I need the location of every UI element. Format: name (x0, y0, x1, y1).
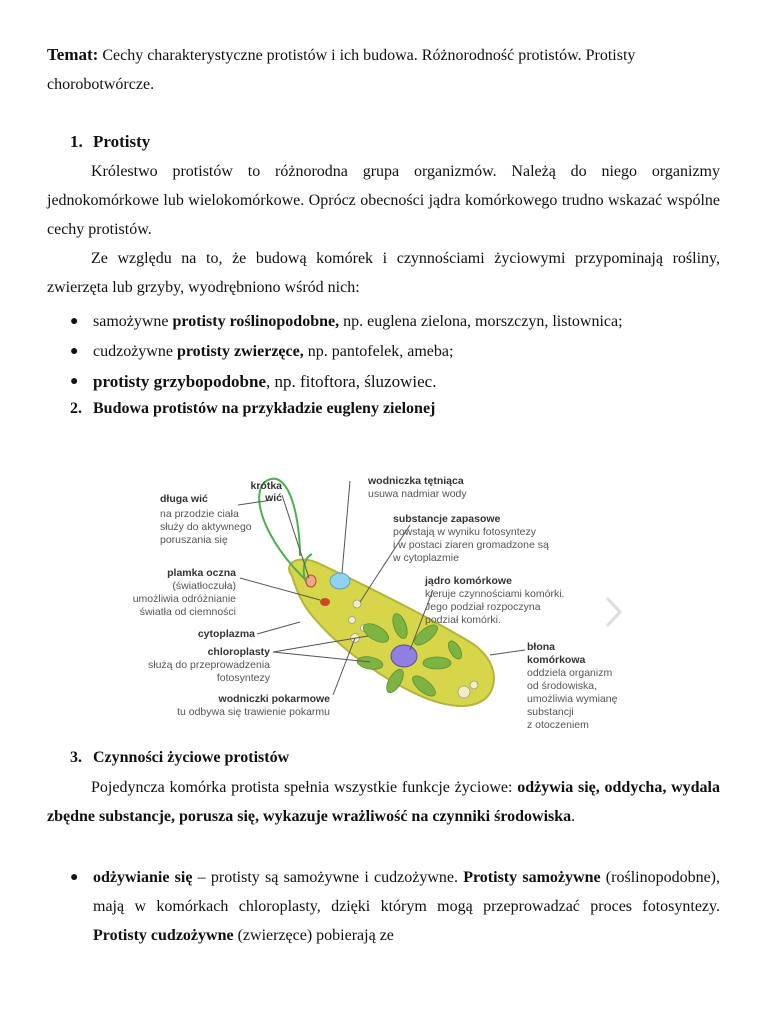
label-text: usuwa nadmiar wody (368, 488, 467, 500)
bullet-icon: ● (70, 314, 79, 329)
bullet-text: np. euglena zielona, morszczyn, listownica; (339, 313, 623, 330)
nucleus (391, 645, 417, 667)
section-1-heading (70, 132, 150, 152)
label-text: od środowiska, (527, 680, 598, 692)
label-text: umożliwia wymianę (527, 693, 618, 705)
section-3-paragraph-1 (47, 773, 720, 831)
section-1-title: Protisty (93, 132, 151, 151)
label-text: światła od ciemności (139, 606, 236, 618)
label-text: na przodzie ciała (160, 508, 239, 520)
reserve-granule (353, 600, 361, 608)
label-text: kieruje czynnościami komórki. (425, 588, 565, 600)
label-text: oddziela organizm (527, 667, 613, 679)
label-text: powstają w wyniku fotosyntezy (393, 526, 536, 538)
label-text: podział komórki. (425, 614, 501, 626)
label-contractile-vacuole: wodniczka tętniąca (368, 475, 464, 487)
bullet-text: , np. fitoftora, śluzowiec. (266, 372, 437, 391)
label-text: służy do aktywnego (160, 521, 252, 533)
bullet-bold: protisty zwierzęce, (176, 343, 304, 360)
chloroplast (423, 657, 451, 669)
bullet-text: np. pantofelek, ameba; (303, 343, 454, 360)
eyespot (320, 598, 330, 606)
paragraph-bold: odżywia się, oddycha, wydala zbędne substancje, porusza się, wykazuje wrażliwość na czynniki środowiska (47, 779, 721, 825)
label-text: z otoczeniem (527, 719, 589, 731)
bullet-bold: Protisty samożywne (463, 869, 601, 886)
list-item (70, 307, 720, 336)
chevron-right-icon (607, 598, 620, 626)
bullet-icon: ● (70, 870, 79, 885)
label-text: poruszania się (160, 534, 228, 546)
label-short-flagellum: krótka (250, 480, 282, 492)
section-1-paragraph-2: Ze względu na to, że budową komórek i czynnościami życiowymi przypominają rośliny, zwierzęta lub grzyby, wyodrębniono wśród nich: (47, 250, 720, 296)
label-eyespot: plamka oczna (167, 567, 236, 579)
bullet-text: – protisty są samożywne i cudzożywne. (192, 869, 464, 886)
label-cell-membrane: błona (527, 641, 555, 653)
bullet-bold: odżywianie się (93, 869, 193, 886)
label-text: substancji (527, 706, 574, 718)
list-item (70, 863, 720, 950)
topic-line (47, 40, 720, 99)
label-text: umożliwia odróżnianie (132, 593, 236, 605)
contractile-vacuole (330, 573, 350, 589)
paragraph-text: Pojedyncza komórka protista spełnia wszystkie funkcje życiowe: (91, 779, 518, 796)
bullet-icon: ● (70, 374, 79, 389)
reserve-granule (349, 617, 356, 624)
food-vacuole (458, 686, 470, 698)
bullet-bold: protisty grzybopodobne (93, 372, 267, 391)
section-2-heading (70, 400, 435, 418)
label-text: tu odbywa się trawienie pokarmu (177, 706, 330, 718)
section-2-number: 2. (70, 400, 82, 417)
bullet-text: (zwierzęce) pobierają ze (233, 927, 394, 944)
bullet-text: cudzożywne (93, 343, 177, 360)
label-text: i w postaci ziaren gromadzone są (393, 539, 549, 551)
food-vacuole (470, 681, 478, 689)
paragraph-text: . (571, 808, 576, 825)
section-3-number: 3. (70, 749, 82, 766)
label-reserve-substances: substancje zapasowe (393, 513, 501, 525)
label-text: fotosyntezy (216, 672, 270, 684)
label-long-flagellum: długa wić (160, 493, 208, 505)
euglena-diagram (0, 460, 768, 740)
section-1-paragraph-1: Królestwo protistów to różnorodna grupa organizmów. Należą do niego organizmy jednokomórkowe lub wielokomórkowe. Oprócz obecności jądra komórkowego trudno wskazać wspólne cechy protistów. (47, 163, 720, 238)
list-item (70, 367, 720, 396)
bullet-bold: protisty roślinopodobne, (172, 313, 340, 330)
bullet-text: (roślinopodobne), mają w komórkach chloroplasty, dzięki którym mogą przeprowadzać proces fotosyntezy. (93, 869, 721, 915)
label-cytoplasm: cytoplazma (197, 628, 255, 640)
label-text: (światłoczuła) (172, 580, 236, 592)
topic-label: Temat: (47, 45, 99, 64)
label-chloroplasts: chloroplasty (207, 646, 270, 658)
section-3-heading (70, 749, 289, 767)
label-text: w cytoplazmie (393, 552, 459, 564)
label-text: Jego podział rozpoczyna (425, 601, 541, 613)
bullet-icon: ● (70, 344, 79, 359)
label-cell-membrane-2: komórkowa (527, 654, 586, 666)
topic-text: Cechy charakterystyczne protistów i ich budowa. Różnorodność protistów. Protisty chorobotwórcze. (47, 47, 636, 93)
label-text: służą do przeprowadzenia (148, 659, 270, 671)
label-nucleus: jądro komórkowe (425, 575, 512, 587)
section-1-number: 1. (70, 132, 83, 151)
bullet-bold: Protisty cudzożywne (93, 927, 234, 944)
label-food-vacuoles: wodniczki pokarmowe (218, 693, 330, 705)
list-item (70, 337, 720, 366)
eyespot-ring (306, 575, 316, 587)
section-2-title: Budowa protistów na przykładzie eugleny zielonej (93, 400, 436, 417)
bullet-text: samożywne (93, 313, 173, 330)
label-short-flagellum-2: wić (265, 492, 282, 504)
section-3-title: Czynności życiowe protistów (93, 749, 290, 766)
